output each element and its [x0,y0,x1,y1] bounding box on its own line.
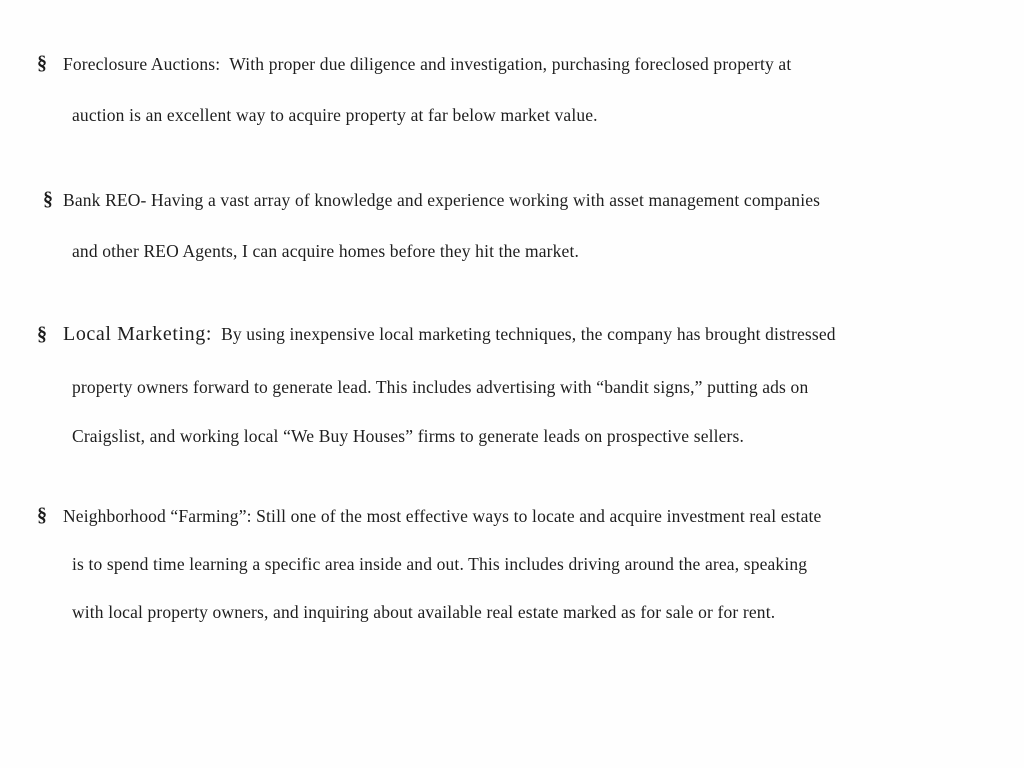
bullet-continuation-line: and other REO Agents, I can acquire homes before they hit the market. [72,241,579,261]
bullet-line [63,324,836,344]
bullet-text: With proper due diligence and investigation, purchasing foreclosed property at [229,54,792,74]
section-bullet-icon: § [37,52,47,74]
bullet-continuation-line: Craigslist, and working local “We Buy Houses” firms to generate leads on prospective sellers. [72,426,745,446]
section-bullet-icon: § [37,323,47,345]
bullet-continuation-line: with local property owners, and inquiring about available real estate marked as for sale or for rent. [72,602,776,622]
bullet-heading: Neighborhood “Farming”: [63,506,252,526]
bullet-heading: Local Marketing: [63,323,212,345]
bullet-text: Still one of the most effective ways to locate and acquire investment real estate [256,506,822,526]
bullet-line [63,190,820,210]
bullet-heading: Foreclosure Auctions: [63,54,221,74]
section-bullet-icon: § [43,188,53,210]
bullet-continuation-line: property owners forward to generate lead. This includes advertising with “bandit signs,” putting ads on [72,377,809,397]
bullet-line [63,506,821,526]
bullet-continuation-line: is to spend time learning a specific area inside and out. This includes driving around the area, speaking [72,554,808,574]
bullet-heading: Bank REO- [63,190,147,210]
bullet-text: By using inexpensive local marketing techniques, the company has brought distressed [221,324,836,344]
bullet-continuation-line: auction is an excellent way to acquire property at far below market value. [72,105,598,125]
bullet-line [63,54,791,74]
bullet-text: Having a vast array of knowledge and experience working with asset management companies [151,190,821,210]
section-bullet-icon: § [37,504,47,526]
